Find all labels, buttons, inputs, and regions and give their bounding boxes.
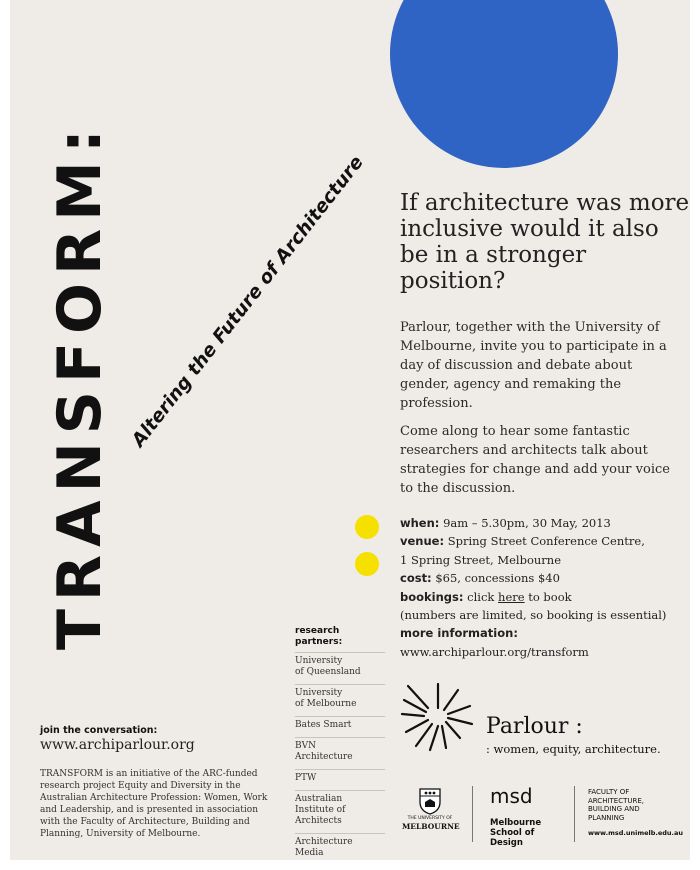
partners-heading: research partners: (295, 626, 343, 647)
parlour-name: Parlour : (486, 714, 583, 739)
research-partners (295, 626, 385, 860)
project-blurb: TRANSFORM is an initiative of the ARC-funded research project Equity and Diversity in the Australian Architecture Profession: Women, Work and Leadership, and is presented in association with the Faculty of Architecture, Building and Planning, University of Melbourne. (40, 769, 268, 839)
logo-divider (574, 786, 575, 842)
yellow-dot (355, 515, 379, 539)
parlour-tagline: : women, equity, architecture. (486, 742, 661, 756)
partner-item: University of Queensland (295, 652, 385, 678)
bookings-row (400, 588, 690, 606)
venue-row (400, 532, 690, 550)
when-label: when: (400, 516, 440, 530)
unimelb-logo (402, 786, 458, 831)
headline: If architecture was more inclusive would it also be in a stronger position? (400, 190, 690, 294)
bookings-pre: click (467, 589, 495, 604)
intro-paragraph: Parlour, together with the University of Melbourne, invite you to participate in a day of discussion and debate about gender, agency and remaking the profession. (400, 320, 667, 411)
join-url[interactable]: www.archiparlour.org (40, 737, 195, 753)
venue-address: 1 Spring Street, Melbourne (400, 552, 562, 567)
partner-item: PTW (295, 769, 385, 784)
partner-item: Australian Institute of Architects (295, 790, 385, 827)
cost-label: cost: (400, 571, 432, 586)
cost-value: $65, concessions $40 (435, 571, 560, 586)
msd-mark: msd (490, 784, 533, 808)
when-value: 9am – 5.30pm, 30 May, 2013 (443, 516, 611, 530)
event-poster (10, 0, 690, 860)
speakers-paragraph: Come along to hear some fantastic researchers and architects talk about strategies for change and add your voice to the discussion. (400, 424, 670, 496)
logo-divider (472, 786, 473, 842)
poster-title: TRANSFORM: (45, 121, 115, 650)
when-row (400, 514, 690, 532)
yellow-dot (355, 552, 379, 576)
partner-item: University of Melbourne (295, 684, 385, 710)
join-label: join the conversation: (40, 725, 158, 736)
venue-label: venue: (400, 534, 445, 549)
bookings-post: to book (528, 589, 572, 604)
event-details (400, 514, 690, 661)
poster-subtitle: Altering the Future of Architecture (128, 152, 368, 451)
bookings-note: (numbers are limited, so booking is essential) (400, 608, 667, 623)
cost-row (400, 569, 690, 587)
partner-item: Bates Smart (295, 716, 385, 731)
more-info-url[interactable]: www.archiparlour.org/transform (400, 644, 589, 659)
parlour-logo-icon (398, 680, 478, 754)
faculty-url[interactable]: www.msd.unimelb.edu.au (588, 829, 684, 837)
more-info-label: more information: (400, 626, 518, 641)
msd-name: Melbourne School of Design (490, 818, 542, 848)
blue-circle (390, 0, 618, 168)
partner-item: Architecture Media (295, 833, 385, 859)
bookings-link[interactable]: here (498, 589, 525, 604)
partner-item: BVN Architecture (295, 737, 385, 763)
crest-icon (414, 786, 446, 816)
bookings-label: bookings: (400, 589, 464, 604)
unimelb-small: THE UNIVERSITY OF (407, 816, 453, 821)
venue-value: Spring Street Conference Centre, (447, 534, 645, 549)
faculty-name: FACULTY OF ARCHITECTURE, BUILDING AND PLANNING (588, 788, 645, 822)
unimelb-name: MELBOURNE (402, 822, 460, 831)
